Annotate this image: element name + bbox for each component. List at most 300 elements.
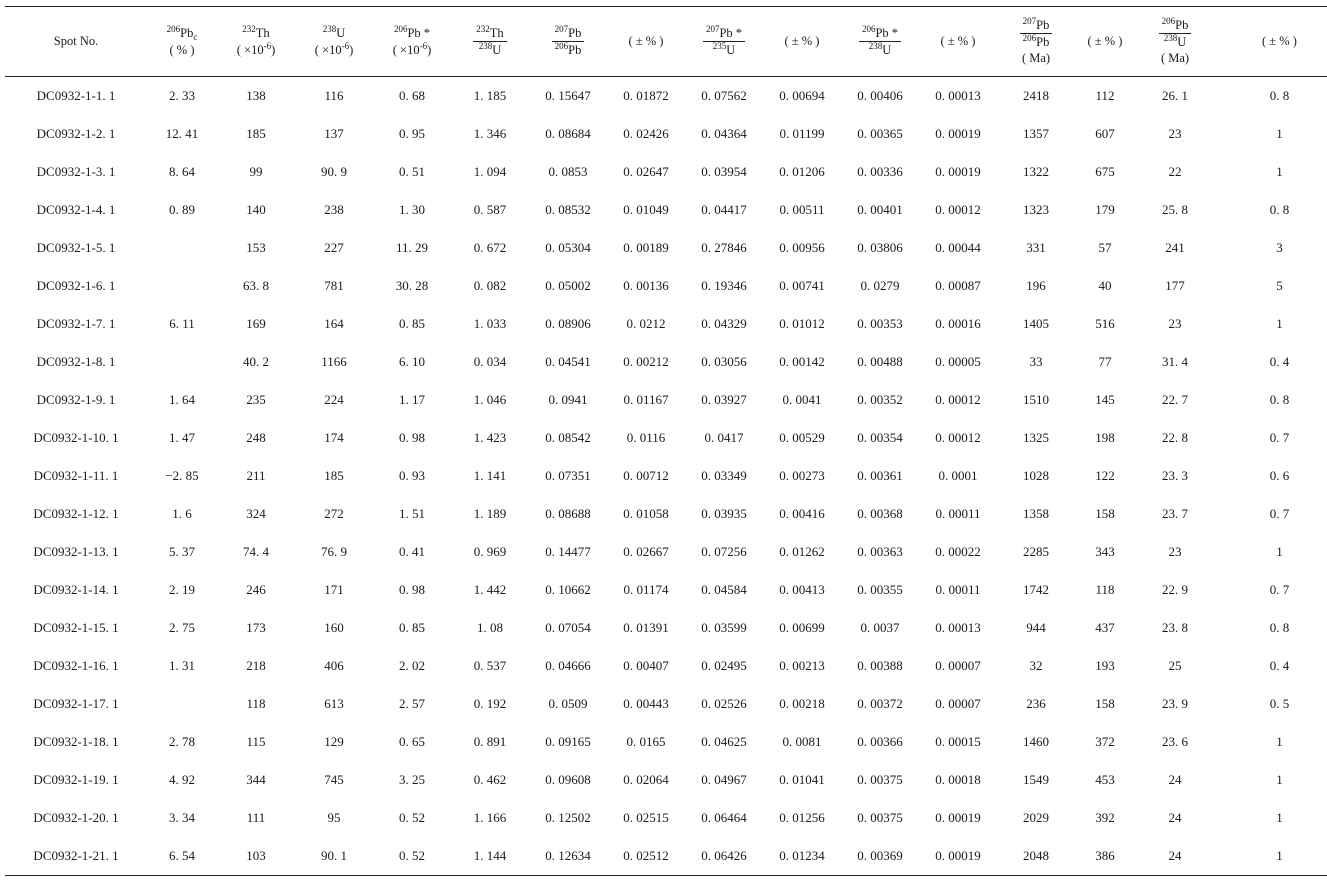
cell-spot-no: DC0932-1-17. 1 (33, 696, 119, 711)
cell-pb207-u235: 0. 19346 (701, 278, 747, 293)
cell-error-2: 0. 00699 (779, 620, 825, 635)
table-row (5, 229, 1327, 267)
cell-th: 99 (249, 164, 263, 179)
cell-pb207-u235: 0. 07256 (701, 544, 747, 559)
cell-common-pb: 2. 75 (169, 620, 195, 635)
cell-radiogenic-pb: 0. 93 (399, 468, 425, 483)
cell-radiogenic-pb: 1. 51 (399, 506, 425, 521)
cell-u: 160 (324, 620, 344, 635)
cell-th-u: 0. 969 (473, 544, 507, 559)
cell-radiogenic-pb: 0. 98 (399, 430, 425, 445)
table-row (5, 723, 1327, 761)
cell-error-1: 0. 02064 (623, 772, 669, 787)
cell-pb207-u235: 0. 04584 (701, 582, 747, 597)
cell-age-207-206: 196 (1026, 278, 1046, 293)
cell-common-pb: 2. 19 (169, 582, 195, 597)
cell-error-4: 158 (1095, 506, 1115, 521)
cell-spot-no: DC0932-1-5. 1 (36, 240, 116, 255)
cell-u: 90. 9 (321, 164, 347, 179)
cell-th-u: 0. 082 (473, 278, 507, 293)
cell-error-1: 0. 00189 (623, 240, 669, 255)
cell-radiogenic-pb: 0. 85 (399, 316, 425, 331)
cell-error-2: 0. 01206 (779, 164, 825, 179)
cell-age-206-238: 25 (1168, 658, 1182, 673)
cell-error-2: 0. 01262 (779, 544, 825, 559)
cell-common-pb: 4. 92 (169, 772, 195, 787)
cell-error-3: 0. 00012 (935, 392, 981, 407)
cell-error-5: 0. 7 (1269, 430, 1290, 445)
cell-pb207-u235: 0. 04329 (701, 316, 747, 331)
cell-error-4: 77 (1098, 354, 1112, 369)
cell-common-pb (147, 229, 217, 267)
cell-pb207-pb206: 0. 05304 (545, 240, 591, 255)
cell-error-3: 0. 00011 (935, 506, 981, 521)
cell-error-2: 0. 01012 (779, 316, 825, 331)
cell-age-207-206: 1325 (1023, 430, 1049, 445)
cell-common-pb: 1. 47 (169, 430, 195, 445)
cell-error-1: 0. 00407 (623, 658, 669, 673)
table-body (5, 77, 1327, 876)
cell-th: 140 (246, 202, 266, 217)
cell-common-pb: −2. 85 (165, 468, 199, 483)
cell-spot-no: DC0932-1-11. 1 (33, 468, 119, 483)
cell-spot-no: DC0932-1-7. 1 (36, 316, 116, 331)
cell-age-207-206: 33 (1029, 354, 1043, 369)
cell-pb206-u238: 0. 00363 (857, 544, 903, 559)
cell-age-207-206: 32 (1029, 658, 1043, 673)
cell-u: 95 (327, 810, 341, 825)
col-error-4: ( ± % ) (1087, 34, 1123, 48)
col-pb207-pb206-ratio: $\frac{^{207}Pb}{^{206}Pb}$ (529, 7, 607, 77)
cell-radiogenic-pb: 30. 28 (395, 278, 429, 293)
cell-age-207-206: 1323 (1023, 202, 1049, 217)
cell-spot-no: DC0932-1-9. 1 (36, 392, 116, 407)
cell-error-3: 0. 00019 (935, 126, 981, 141)
cell-error-4: 453 (1095, 772, 1115, 787)
cell-error-4: 193 (1095, 658, 1115, 673)
cell-error-5: 0. 5 (1269, 696, 1290, 711)
cell-common-pb: 8. 64 (169, 164, 195, 179)
cell-th: 185 (246, 126, 266, 141)
cell-error-3: 0. 00019 (935, 164, 981, 179)
cell-error-2: 0. 00741 (779, 278, 825, 293)
cell-age-206-238: 22. 8 (1162, 430, 1188, 445)
cell-error-4: 516 (1095, 316, 1115, 331)
cell-pb207-u235: 0. 04364 (701, 126, 747, 141)
cell-error-3: 0. 00022 (935, 544, 981, 559)
cell-age-206-238: 23 (1168, 126, 1182, 141)
table-row (5, 419, 1327, 457)
cell-error-5: 0. 4 (1269, 658, 1290, 673)
cell-age-206-238: 177 (1165, 278, 1185, 293)
cell-th: 344 (246, 772, 266, 787)
cell-radiogenic-pb: 0. 85 (399, 620, 425, 635)
cell-error-3: 0. 0001 (938, 468, 978, 483)
cell-spot-no: DC0932-1-16. 1 (33, 658, 119, 673)
cell-th: 173 (246, 620, 266, 635)
cell-error-1: 0. 00136 (623, 278, 669, 293)
cell-th: 118 (246, 696, 266, 711)
cell-age-207-206: 1322 (1023, 164, 1049, 179)
cell-error-1: 0. 01058 (623, 506, 669, 521)
table-row (5, 381, 1327, 419)
cell-u: 185 (324, 468, 344, 483)
cell-pb207-u235: 0. 03935 (701, 506, 747, 521)
col-error-5: ( ± % ) (1262, 34, 1297, 48)
cell-age-207-206: 1460 (1023, 734, 1049, 749)
cell-error-4: 607 (1095, 126, 1115, 141)
cell-age-206-238: 22 (1168, 164, 1182, 179)
cell-pb207-pb206: 0. 05002 (545, 278, 591, 293)
cell-error-5: 0. 7 (1269, 506, 1290, 521)
cell-th-u: 0. 891 (473, 734, 507, 749)
cell-th-u: 0. 034 (473, 354, 507, 369)
table-row (5, 191, 1327, 229)
cell-error-1: 0. 01167 (623, 392, 669, 407)
cell-error-2: 0. 00142 (779, 354, 825, 369)
col-error-1: ( ± % ) (628, 34, 664, 48)
cell-common-pb: 2. 78 (169, 734, 195, 749)
cell-age-207-206: 1405 (1023, 316, 1049, 331)
cell-common-pb: 1. 64 (169, 392, 195, 407)
cell-radiogenic-pb: 0. 52 (399, 848, 425, 863)
cell-error-2: 0. 00511 (779, 202, 825, 217)
cell-error-5: 1 (1276, 164, 1283, 179)
cell-error-4: 145 (1095, 392, 1115, 407)
cell-common-pb: 2. 33 (169, 88, 195, 103)
cell-error-5: 0. 6 (1269, 468, 1290, 483)
cell-spot-no: DC0932-1-3. 1 (36, 164, 116, 179)
col-common-pb: $^{206}Pb_c$ ( % ) (166, 23, 198, 57)
cell-pb207-pb206: 0. 14477 (545, 544, 591, 559)
cell-pb207-u235: 0. 07562 (701, 88, 747, 103)
cell-error-2: 0. 01234 (779, 848, 825, 863)
cell-th-u: 1. 094 (473, 164, 507, 179)
cell-error-2: 0. 00218 (779, 696, 825, 711)
cell-spot-no: DC0932-1-13. 1 (33, 544, 119, 559)
col-th-content: $^{232}$Th ( $\times 10^{-6}$) (236, 23, 276, 57)
cell-pb207-u235: 0. 03954 (701, 164, 747, 179)
cell-th-u: 1. 185 (473, 88, 507, 103)
cell-age-206-238: 24 (1168, 810, 1182, 825)
cell-pb206-u238: 0. 0279 (860, 278, 900, 293)
cell-pb206-u238: 0. 00388 (857, 658, 903, 673)
table-row (5, 799, 1327, 837)
cell-error-4: 122 (1095, 468, 1115, 483)
cell-age-206-238: 22. 7 (1162, 392, 1188, 407)
table-header (5, 7, 1327, 77)
cell-error-3: 0. 00016 (935, 316, 981, 331)
cell-error-1: 0. 02515 (623, 810, 669, 825)
cell-pb207-u235: 0. 04625 (701, 734, 747, 749)
cell-pb206-u238: 0. 00406 (857, 88, 903, 103)
cell-u: 76. 9 (321, 544, 347, 559)
cell-th-u: 1. 141 (473, 468, 507, 483)
header-row (5, 7, 1327, 77)
cell-age-206-238: 241 (1165, 240, 1185, 255)
cell-u: 1166 (321, 354, 347, 369)
cell-th: 246 (246, 582, 266, 597)
cell-pb207-pb206: 0. 15647 (545, 88, 591, 103)
cell-pb207-pb206: 0. 07351 (545, 468, 591, 483)
table-row (5, 571, 1327, 609)
cell-error-5: 3 (1276, 240, 1283, 255)
cell-error-3: 0. 00015 (935, 734, 981, 749)
table-row (5, 533, 1327, 571)
cell-pb206-u238: 0. 00375 (857, 810, 903, 825)
cell-common-pb (147, 685, 217, 723)
table-row (5, 115, 1327, 153)
table-row (5, 77, 1327, 116)
cell-pb206-u238: 0. 03806 (857, 240, 903, 255)
cell-pb206-u238: 0. 00361 (857, 468, 903, 483)
col-error-3: ( ± % ) (940, 34, 976, 48)
col-th-u-ratio: $\frac{^{232}Th}{^{238}U}$ (451, 7, 529, 77)
cell-th: 235 (246, 392, 266, 407)
cell-radiogenic-pb: 1. 30 (399, 202, 425, 217)
cell-age-206-238: 23. 3 (1162, 468, 1188, 483)
cell-common-pb: 12. 41 (165, 126, 199, 141)
cell-u: 171 (324, 582, 344, 597)
cell-th-u: 1. 423 (473, 430, 507, 445)
cell-pb206-u238: 0. 00488 (857, 354, 903, 369)
cell-common-pb: 3. 34 (169, 810, 195, 825)
cell-common-pb: 6. 54 (169, 848, 195, 863)
cell-th-u: 1. 144 (473, 848, 507, 863)
cell-pb207-pb206: 0. 08688 (545, 506, 591, 521)
cell-error-4: 372 (1095, 734, 1115, 749)
cell-age-207-206: 2285 (1023, 544, 1049, 559)
cell-u: 745 (324, 772, 344, 787)
cell-u: 272 (324, 506, 344, 521)
cell-common-pb (147, 267, 217, 305)
cell-pb207-u235: 0. 04967 (701, 772, 747, 787)
cell-th: 115 (246, 734, 266, 749)
cell-th: 218 (246, 658, 266, 673)
cell-u: 90. 1 (321, 848, 347, 863)
cell-error-1: 0. 01174 (623, 582, 669, 597)
cell-radiogenic-pb: 2. 57 (399, 696, 425, 711)
cell-th: 63. 8 (243, 278, 269, 293)
cell-pb207-pb206: 0. 12502 (545, 810, 591, 825)
cell-error-5: 1 (1276, 734, 1283, 749)
cell-th-u: 0. 462 (473, 772, 507, 787)
cell-error-2: 0. 01256 (779, 810, 825, 825)
cell-radiogenic-pb: 3. 25 (399, 772, 425, 787)
cell-error-3: 0. 00005 (935, 354, 981, 369)
cell-age-207-206: 1358 (1023, 506, 1049, 521)
cell-u: 613 (324, 696, 344, 711)
cell-error-5: 1 (1276, 316, 1283, 331)
cell-th-u: 0. 672 (473, 240, 507, 255)
cell-common-pb: 6. 11 (169, 316, 195, 331)
cell-error-1: 0. 00712 (623, 468, 669, 483)
cell-common-pb: 0. 89 (169, 202, 195, 217)
cell-pb207-pb206: 0. 0509 (548, 696, 588, 711)
cell-th: 111 (246, 810, 266, 825)
cell-error-2: 0. 00694 (779, 88, 825, 103)
cell-spot-no: DC0932-1-1. 1 (36, 88, 116, 103)
cell-age-207-206: 236 (1026, 696, 1046, 711)
cell-th-u: 1. 189 (473, 506, 507, 521)
cell-th-u: 1. 033 (473, 316, 507, 331)
cell-th-u: 1. 166 (473, 810, 507, 825)
cell-error-1: 0. 0165 (626, 734, 666, 749)
cell-radiogenic-pb: 0. 52 (399, 810, 425, 825)
cell-pb206-u238: 0. 00353 (857, 316, 903, 331)
cell-radiogenic-pb: 2. 02 (399, 658, 425, 673)
cell-th-u: 0. 587 (473, 202, 507, 217)
cell-spot-no: DC0932-1-15. 1 (33, 620, 119, 635)
table-row (5, 343, 1327, 381)
cell-error-2: 0. 00529 (779, 430, 825, 445)
col-pb206-u238-age: $\frac{^{206}Pb}{^{238}U}$ ( Ma) (1135, 7, 1215, 77)
cell-pb207-u235: 0. 03056 (701, 354, 747, 369)
cell-age-207-206: 1549 (1023, 772, 1049, 787)
cell-radiogenic-pb: 6. 10 (399, 354, 425, 369)
cell-error-4: 158 (1095, 696, 1115, 711)
cell-radiogenic-pb: 11. 29 (395, 240, 429, 255)
cell-radiogenic-pb: 0. 65 (399, 734, 425, 749)
cell-th: 153 (246, 240, 266, 255)
cell-pb206-u238: 0. 00375 (857, 772, 903, 787)
cell-radiogenic-pb: 0. 95 (399, 126, 425, 141)
cell-pb206-u238: 0. 00369 (857, 848, 903, 863)
cell-th: 248 (246, 430, 266, 445)
cell-spot-no: DC0932-1-8. 1 (36, 354, 116, 369)
cell-th-u: 0. 192 (473, 696, 507, 711)
cell-pb207-pb206: 0. 04666 (545, 658, 591, 673)
table-row (5, 647, 1327, 685)
cell-th-u: 1. 442 (473, 582, 507, 597)
cell-th-u: 1. 08 (477, 620, 503, 635)
cell-pb207-pb206: 0. 0853 (548, 164, 588, 179)
cell-error-5: 0. 4 (1269, 354, 1290, 369)
cell-age-206-238: 23. 6 (1162, 734, 1188, 749)
cell-pb207-pb206: 0. 09165 (545, 734, 591, 749)
cell-u: 164 (324, 316, 344, 331)
cell-pb207-pb206: 0. 12634 (545, 848, 591, 863)
cell-common-pb: 1. 31 (169, 658, 195, 673)
cell-error-4: 57 (1098, 240, 1112, 255)
cell-error-4: 392 (1095, 810, 1115, 825)
cell-pb207-u235: 0. 0417 (704, 430, 744, 445)
cell-error-2: 0. 0041 (782, 392, 822, 407)
cell-u: 137 (324, 126, 344, 141)
cell-age-207-206: 2418 (1023, 88, 1049, 103)
cell-error-1: 0. 02667 (623, 544, 669, 559)
cell-error-4: 437 (1095, 620, 1115, 635)
cell-error-2: 0. 00956 (779, 240, 825, 255)
table-row (5, 761, 1327, 799)
cell-age-207-206: 1742 (1023, 582, 1049, 597)
table-row (5, 495, 1327, 533)
cell-error-4: 198 (1095, 430, 1115, 445)
cell-error-5: 0. 8 (1269, 88, 1290, 103)
cell-radiogenic-pb: 0. 68 (399, 88, 425, 103)
cell-u: 224 (324, 392, 344, 407)
cell-u: 116 (324, 88, 344, 103)
cell-error-4: 386 (1095, 848, 1115, 863)
cell-pb206-u238: 0. 00366 (857, 734, 903, 749)
cell-pb206-u238: 0. 00355 (857, 582, 903, 597)
cell-pb206-u238: 0. 00368 (857, 506, 903, 521)
cell-pb207-u235: 0. 02526 (701, 696, 747, 711)
table-row (5, 837, 1327, 876)
cell-error-4: 40 (1098, 278, 1112, 293)
cell-u: 238 (324, 202, 344, 217)
table-row (5, 305, 1327, 343)
cell-age-206-238: 23. 8 (1162, 620, 1188, 635)
cell-age-206-238: 23 (1168, 544, 1182, 559)
cell-u: 174 (324, 430, 344, 445)
cell-pb207-u235: 0. 03599 (701, 620, 747, 635)
table-row (5, 153, 1327, 191)
cell-error-4: 179 (1095, 202, 1115, 217)
cell-common-pb (147, 343, 217, 381)
cell-th-u: 1. 346 (473, 126, 507, 141)
cell-error-4: 112 (1095, 88, 1115, 103)
cell-age-206-238: 24 (1168, 772, 1182, 787)
col-u-content: $^{238}$U ( $\times 10^{-6}$) (314, 23, 354, 57)
cell-u: 227 (324, 240, 344, 255)
cell-th: 324 (246, 506, 266, 521)
cell-spot-no: DC0932-1-18. 1 (33, 734, 119, 749)
cell-pb207-pb206: 0. 10662 (545, 582, 591, 597)
cell-pb206-u238: 0. 0037 (860, 620, 900, 635)
cell-error-2: 0. 01199 (779, 126, 825, 141)
cell-pb206-u238: 0. 00401 (857, 202, 903, 217)
cell-error-3: 0. 00011 (935, 582, 981, 597)
cell-pb207-pb206: 0. 08532 (545, 202, 591, 217)
col-radiogenic-pb: $^{206}$Pb * ( $\times 10^{-6}$) (392, 23, 432, 57)
cell-pb206-u238: 0. 00354 (857, 430, 903, 445)
cell-age-207-206: 1510 (1023, 392, 1049, 407)
cell-error-2: 0. 00413 (779, 582, 825, 597)
cell-error-1: 0. 01391 (623, 620, 669, 635)
cell-th-u: 0. 537 (473, 658, 507, 673)
cell-error-3: 0. 00012 (935, 430, 981, 445)
cell-spot-no: DC0932-1-10. 1 (33, 430, 119, 445)
cell-th: 40. 2 (243, 354, 269, 369)
table-row (5, 685, 1327, 723)
cell-common-pb: 1. 6 (172, 506, 192, 521)
cell-error-5: 0. 8 (1269, 392, 1290, 407)
cell-error-5: 1 (1276, 848, 1283, 863)
cell-error-5: 0. 8 (1269, 620, 1290, 635)
cell-pb206-u238: 0. 00336 (857, 164, 903, 179)
cell-error-5: 0. 7 (1269, 582, 1290, 597)
cell-age-206-238: 23 (1168, 316, 1182, 331)
cell-radiogenic-pb: 1. 17 (399, 392, 425, 407)
cell-error-5: 1 (1276, 772, 1283, 787)
cell-error-3: 0. 00012 (935, 202, 981, 217)
cell-th: 169 (246, 316, 266, 331)
cell-pb206-u238: 0. 00365 (857, 126, 903, 141)
cell-error-5: 1 (1276, 810, 1283, 825)
zircon-u-pb-data-table (5, 6, 1327, 876)
cell-error-1: 0. 0212 (626, 316, 666, 331)
cell-error-2: 0. 01041 (779, 772, 825, 787)
cell-error-1: 0. 00443 (623, 696, 669, 711)
cell-spot-no: DC0932-1-21. 1 (33, 848, 119, 863)
cell-spot-no: DC0932-1-14. 1 (33, 582, 119, 597)
table-row (5, 267, 1327, 305)
cell-error-3: 0. 00018 (935, 772, 981, 787)
cell-error-1: 0. 02512 (623, 848, 669, 863)
cell-error-5: 5 (1276, 278, 1283, 293)
cell-pb207-u235: 0. 02495 (701, 658, 747, 673)
